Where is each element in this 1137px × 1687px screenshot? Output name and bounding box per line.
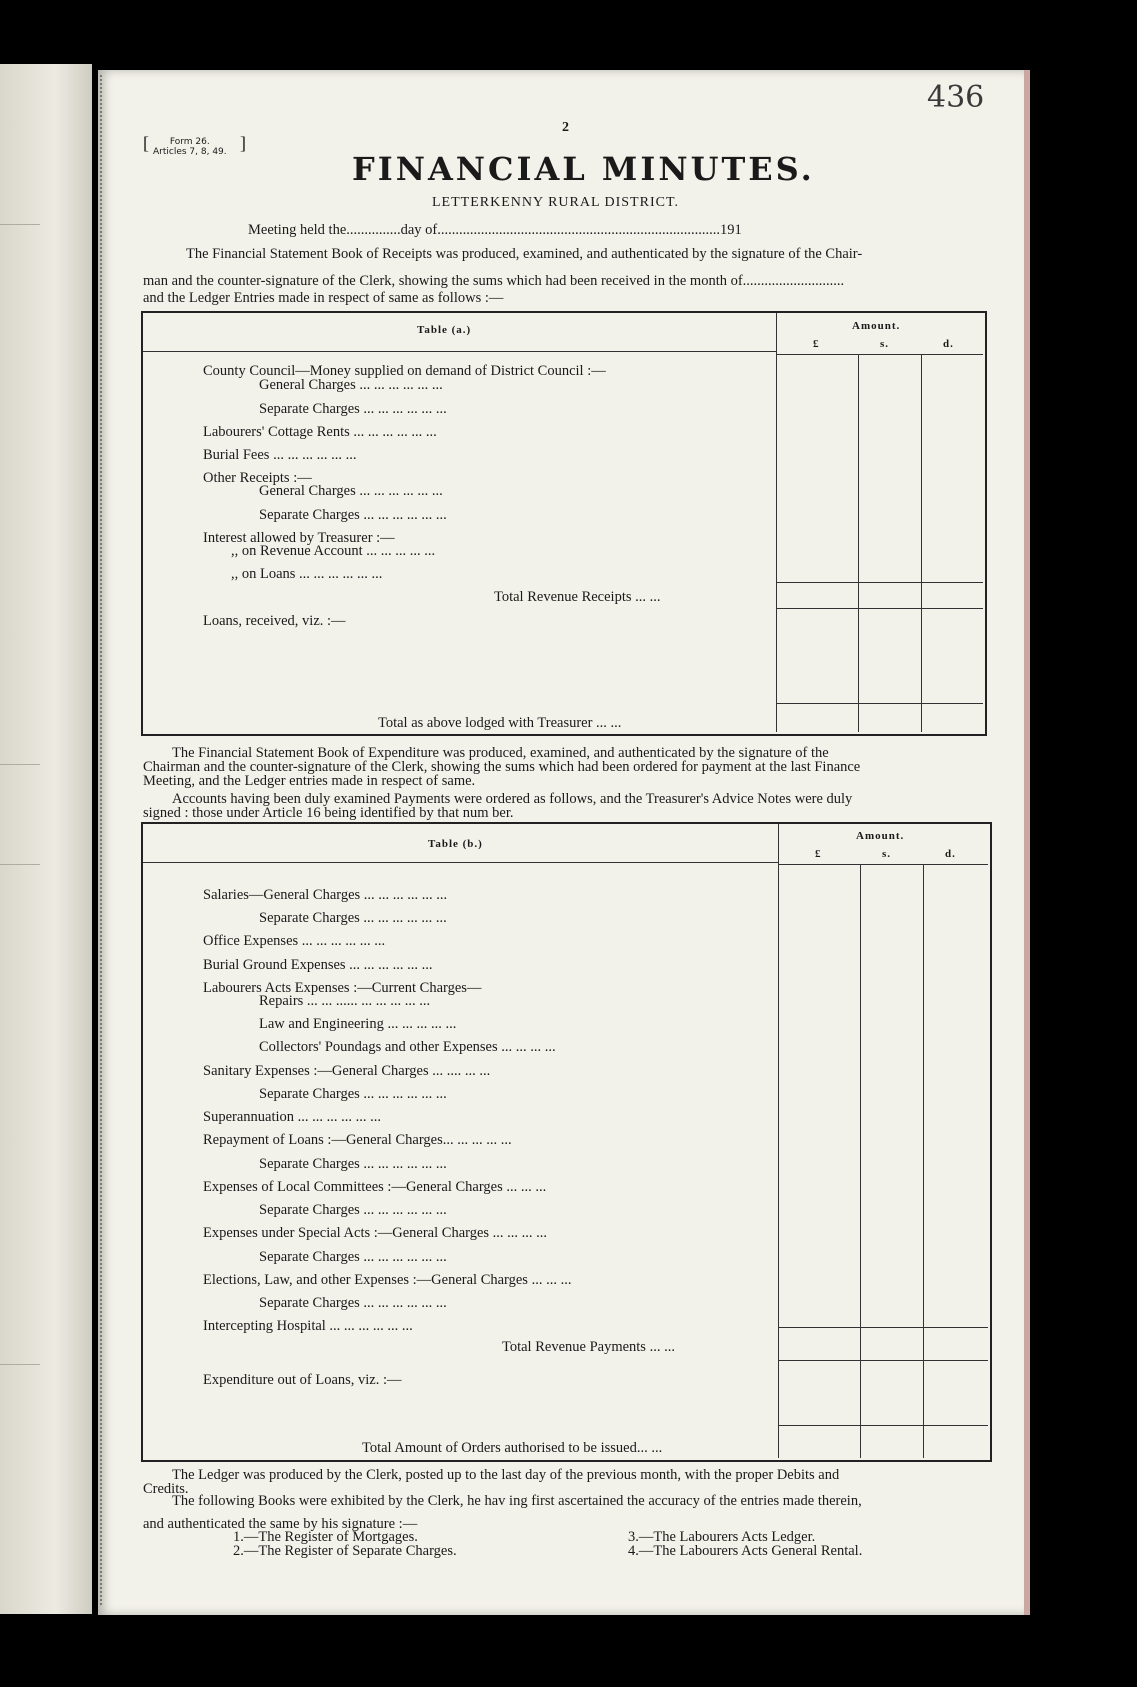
table-row: Expenses of Local Committees :—General Charges ... ... ... — [203, 1179, 547, 1195]
footer-text: Credits. — [143, 1481, 189, 1497]
page-number: 436 — [927, 80, 985, 115]
table-row: Law and Engineering ... ... ... ... ... — [259, 1016, 457, 1032]
amount-column-divider — [778, 824, 779, 1458]
subtotal-rule — [776, 582, 983, 583]
table-row: Burial Ground Expenses ... ... ... ... ... ... — [203, 957, 433, 973]
shillings-divider — [858, 354, 859, 732]
footer-text: and authenticated the same by his signature :— — [143, 1516, 418, 1532]
facing-page-edge — [0, 64, 92, 1614]
table-row: Sanitary Expenses :—General Charges ... .... ... ... — [203, 1063, 491, 1079]
subtotal-rule — [776, 608, 983, 609]
page-title: FINANCIAL MINUTES. — [352, 150, 815, 188]
body-text: Chairman and the counter-signature of the Clerk, showing the sums which had been ordered for payment at the last Finance — [143, 759, 861, 775]
amount-header-rule — [776, 354, 983, 355]
table-row: Intercepting Hospital ... ... ... ... ... ... — [203, 1318, 413, 1334]
table-row: Repayment of Loans :—General Charges... ... ... ... ... — [203, 1132, 512, 1148]
book-item: 4.—The Labourers Acts General Rental. — [628, 1543, 863, 1559]
pence-header: d. — [943, 338, 954, 350]
total-rule — [776, 703, 983, 704]
pence-header: d. — [945, 848, 956, 860]
amount-column-divider — [776, 313, 777, 732]
intro-line: The Financial Statement Book of Receipts was produced, examined, and authenticated by the signature of the Chair- — [186, 246, 863, 262]
table-row: Collectors' Poundags and other Expenses ... ... ... ... — [259, 1039, 556, 1055]
divider — [0, 224, 40, 225]
table-row: Office Expenses ... ... ... ... ... ... — [203, 933, 386, 949]
table-row: Labourers Acts Expenses :—Current Charges— — [203, 980, 482, 996]
shillings-header: s. — [880, 338, 890, 350]
table-row: Total Amount of Orders authorised to be issued... ... — [362, 1440, 663, 1456]
form-ref-bracket-right: ] — [240, 133, 246, 153]
table-row: Total Revenue Payments ... ... — [502, 1339, 675, 1355]
form-reference — [153, 137, 227, 157]
table-row: Expenses under Special Acts :—General Charges ... ... ... ... — [203, 1225, 548, 1241]
book-item: 1.—The Register of Mortgages. — [233, 1529, 418, 1545]
table-a-label: Table (a.) — [417, 324, 472, 336]
page-edge — [1024, 70, 1030, 1615]
body-text: The Financial Statement Book of Expenditure was produced, examined, and authenticated by the signature of the — [172, 745, 829, 761]
table-row: Separate Charges ... ... ... ... ... ... — [259, 1202, 447, 1218]
form-ref-bracket-left: [ — [143, 133, 149, 153]
table-row: Separate Charges ... ... ... ... ... ... — [259, 1295, 447, 1311]
body-text: Meeting, and the Ledger entries made in respect of same. — [143, 773, 476, 789]
sheet-number: 2 — [562, 120, 569, 135]
table-row: Total as above lodged with Treasurer ... ... — [378, 715, 622, 731]
total-rule — [778, 1425, 988, 1426]
table-row: County Council—Money supplied on demand of District Council :— — [203, 363, 606, 379]
footer-text: The Ledger was produced by the Clerk, posted up to the last day of the previous month, with the proper Debits and — [172, 1467, 840, 1483]
table-row: Repairs ... ... ...... ... ... ... ... ... — [259, 993, 431, 1009]
binding-perforation — [100, 75, 102, 1605]
table-header-rule — [143, 351, 776, 352]
divider — [0, 864, 40, 865]
table-row: Expenditure out of Loans, viz. :— — [203, 1372, 402, 1388]
table-row: Elections, Law, and other Expenses :—General Charges ... ... ... — [203, 1272, 572, 1288]
pounds-header: £ — [815, 848, 822, 860]
table-row: Separate Charges ... ... ... ... ... ... — [259, 910, 447, 926]
subtotal-rule — [778, 1327, 988, 1328]
pence-divider — [923, 864, 924, 1458]
amount-header: Amount. — [852, 320, 901, 332]
table-row: Superannuation ... ... ... ... ... ... — [203, 1109, 382, 1125]
table-row: Loans, received, viz. :— — [203, 613, 346, 629]
amount-header-rule — [778, 864, 988, 865]
amount-header: Amount. — [856, 830, 905, 842]
table-row: Separate Charges ... ... ... ... ... ... — [259, 1086, 447, 1102]
table-header-rule — [143, 862, 778, 863]
table-row: Salaries—General Charges ... ... ... ... ... ... — [203, 887, 448, 903]
body-text: Accounts having been duly examined Payments were ordered as follows, and the Treasurer's Advice Notes were duly — [172, 791, 853, 807]
table-b-label: Table (b.) — [428, 838, 483, 850]
shillings-divider — [860, 864, 861, 1458]
intro-line: man and the counter-signature of the Clerk, showing the sums which had been received in the month of............................ — [143, 273, 845, 289]
form-articles: Articles 7, 8, 49. — [153, 147, 227, 157]
table-row: ,, on Revenue Account ... ... ... ... ... — [231, 543, 436, 559]
pounds-header: £ — [813, 338, 820, 350]
table-row: Burial Fees ... ... ... ... ... ... — [203, 447, 357, 463]
table-row: Labourers' Cottage Rents ... ... ... ... ... ... — [203, 424, 437, 440]
meeting-line: Meeting held the...............day of..............................................................................191 — [248, 222, 742, 238]
table-row: Other Receipts :— — [203, 470, 312, 486]
divider — [0, 1364, 40, 1365]
book-item: 2.—The Register of Separate Charges. — [233, 1543, 457, 1559]
table-row: Separate Charges ... ... ... ... ... ... — [259, 1249, 447, 1265]
table-row: General Charges ... ... ... ... ... ... — [259, 377, 443, 393]
table-row: ,, on Loans ... ... ... ... ... ... — [231, 566, 383, 582]
district-name: LETTERKENNY RURAL DISTRICT. — [432, 195, 679, 210]
pence-divider — [921, 354, 922, 732]
subtotal-rule — [778, 1360, 988, 1361]
table-row: General Charges ... ... ... ... ... ... — [259, 483, 443, 499]
form-number: Form 26. — [169, 137, 210, 147]
table-row: Separate Charges ... ... ... ... ... ... — [259, 401, 447, 417]
intro-line: and the Ledger Entries made in respect of same as follows :— — [143, 290, 504, 306]
table-row: Separate Charges ... ... ... ... ... ... — [259, 507, 447, 523]
table-row: Separate Charges ... ... ... ... ... ... — [259, 1156, 447, 1172]
body-text: signed : those under Article 16 being identified by that num ber. — [143, 805, 514, 821]
footer-text: The following Books were exhibited by the Clerk, he hav ing first ascertained the accuracy of the entries made therein, — [172, 1493, 862, 1509]
divider — [0, 764, 40, 765]
table-row: Interest allowed by Treasurer :— — [203, 530, 395, 546]
table-row: Total Revenue Receipts ... ... — [494, 589, 661, 605]
shillings-header: s. — [882, 848, 892, 860]
book-item: 3.—The Labourers Acts Ledger. — [628, 1529, 816, 1545]
